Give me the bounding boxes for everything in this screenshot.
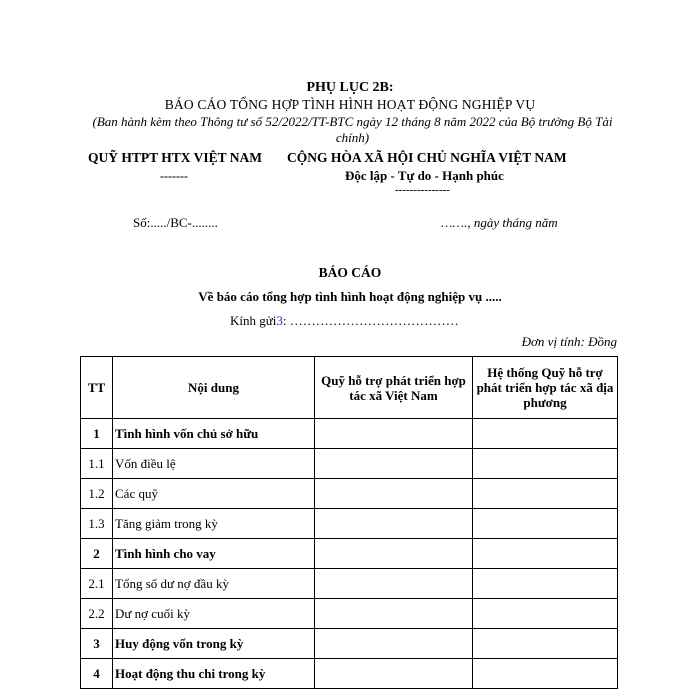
national-fund-cell — [315, 569, 473, 599]
row-content: Dư nợ cuối kỳ — [113, 599, 315, 629]
table-row — [81, 599, 618, 629]
footnote-reference-link[interactable]: 3 — [276, 313, 283, 328]
report-subject: Về báo cáo tổng hợp tình hình hoạt động nghiệp vụ ..... — [198, 289, 502, 304]
national-fund-cell — [315, 419, 473, 449]
row-content: Tổng số dư nợ đầu kỳ — [113, 569, 315, 599]
header-national-fund: Quỹ hỗ trợ phát triển hợp tác xã Việt Nam — [315, 357, 473, 419]
row-number: 1.2 — [81, 479, 113, 509]
header-local-fund: Hệ thống Quỹ hỗ trợ phát triển hợp tác xã địa phương — [473, 357, 618, 419]
local-fund-cell — [473, 419, 618, 449]
national-fund-cell — [315, 539, 473, 569]
motto-divider: --------------- — [395, 184, 450, 196]
report-table — [80, 356, 618, 689]
table-row — [81, 569, 618, 599]
row-content: Tăng giảm trong kỳ — [113, 509, 315, 539]
table-row — [81, 479, 618, 509]
header-tt: TT — [81, 357, 113, 419]
appendix-title: PHỤ LỤC 2B: — [306, 80, 394, 95]
row-content: Tình hình vốn chủ sở hữu — [113, 419, 315, 449]
table-row — [81, 419, 618, 449]
recipient-label: Kính gửi — [230, 313, 277, 328]
local-fund-cell — [473, 629, 618, 659]
recipient-value: : ………………………………… — [282, 313, 459, 328]
local-fund-cell — [473, 659, 618, 689]
row-number: 1.3 — [81, 509, 113, 539]
local-fund-cell — [473, 449, 618, 479]
nation-name: CỘNG HÒA XÃ HỘI CHỦ NGHĨA VIỆT NAM — [287, 150, 567, 165]
row-number: 3 — [81, 629, 113, 659]
national-fund-cell — [315, 659, 473, 689]
header-content: Nội dung — [113, 357, 315, 419]
row-content: Hoạt động thu chi trong kỳ — [113, 659, 315, 689]
date-line: ……., ngày tháng năm — [441, 215, 558, 230]
table-row — [81, 629, 618, 659]
row-content: Huy động vốn trong kỳ — [113, 629, 315, 659]
local-fund-cell — [473, 479, 618, 509]
table-row — [81, 509, 618, 539]
local-fund-cell — [473, 569, 618, 599]
issued-note: (Ban hành kèm theo Thông tư số 52/2022/TT-BTC ngày 12 tháng 8 năm 2022 của Bộ trưởng Bộ Tài chính) — [92, 114, 613, 145]
row-number: 2.1 — [81, 569, 113, 599]
table-row — [81, 539, 618, 569]
national-fund-cell — [315, 449, 473, 479]
local-fund-cell — [473, 599, 618, 629]
local-fund-cell — [473, 509, 618, 539]
table-row — [81, 659, 618, 689]
table-row — [81, 449, 618, 479]
national-fund-cell — [315, 599, 473, 629]
row-content: Vốn điều lệ — [113, 449, 315, 479]
row-number: 2 — [81, 539, 113, 569]
row-number: 1.1 — [81, 449, 113, 479]
row-content: Các quỹ — [113, 479, 315, 509]
national-fund-cell — [315, 479, 473, 509]
document-number: Số:...../BC-........ — [133, 215, 218, 230]
recipient-line — [230, 313, 459, 329]
local-fund-cell — [473, 539, 618, 569]
row-number: 1 — [81, 419, 113, 449]
unit-note: Đơn vị tính: Đồng — [521, 334, 617, 349]
national-fund-cell — [315, 629, 473, 659]
national-fund-cell — [315, 509, 473, 539]
organization-divider: ------- — [160, 169, 188, 183]
row-number: 4 — [81, 659, 113, 689]
report-title: BÁO CÁO TỔNG HỢP TÌNH HÌNH HOẠT ĐỘNG NGHIỆP VỤ — [164, 97, 536, 112]
organization-name: QUỸ HTPT HTX VIỆT NAM — [88, 150, 263, 165]
national-motto: Độc lập - Tự do - Hạnh phúc — [345, 168, 504, 183]
table-header-row — [81, 357, 618, 419]
row-content: Tình hình cho vay — [113, 539, 315, 569]
report-heading: BÁO CÁO — [318, 265, 382, 280]
row-number: 2.2 — [81, 599, 113, 629]
